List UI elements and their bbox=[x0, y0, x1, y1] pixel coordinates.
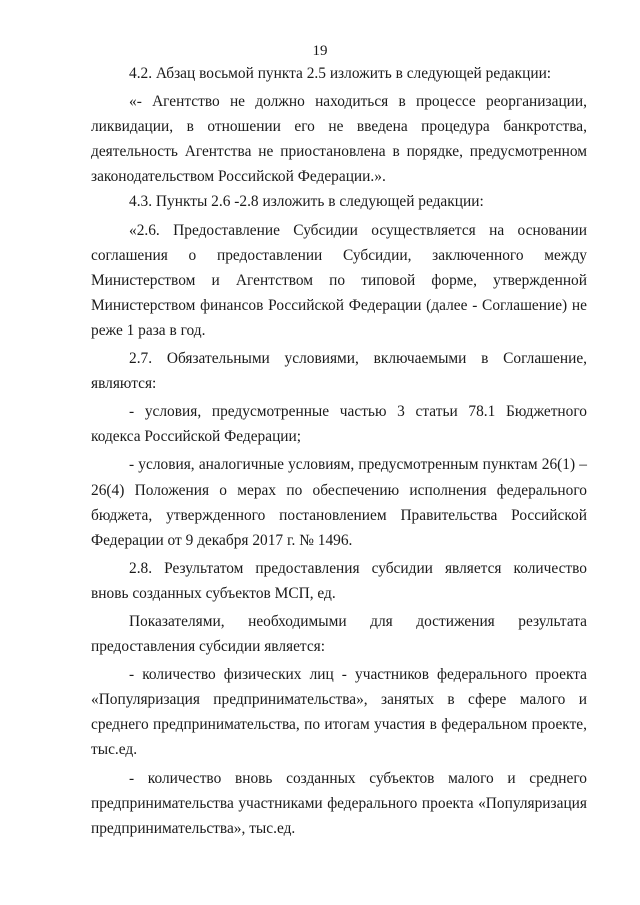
document-body bbox=[91, 61, 587, 841]
list-item-similar-conditions: - условия, аналогичные условиям, предусмотренным пунктам 26(1) – 26(4) Положения о мерах по обеспечению исполнения федерального бюджета, утвержденного постановлением Правительства Российской Федерации от 9 декабря 2017 г. № 1496. bbox=[91, 456, 587, 549]
paragraph-2-7: 2.7. Обязательными условиями, включаемыми в Соглашение, являются: bbox=[91, 350, 587, 393]
list-item-new-entities-count: - количество вновь созданных субъектов малого и среднего предпринимательства участниками федерального проекта «Популяризация предпринимательства», тыс.ед. bbox=[91, 769, 587, 837]
paragraph-2-6: «2.6. Предоставление Субсидии осуществляется на основании соглашения о предоставлении Субсидии, заключенного между Министерством и Агентством по типовой форме, утвержденной Министерством финансов Российской Федерации (далее - Соглашение) не реже 1 раза в год. bbox=[91, 221, 587, 339]
list-item-individuals-count: - количество физических лиц - участников федерального проекта «Популяризация предпринимательства», занятых в сфере малого и среднего предпринимательства, по итогам участия в федеральном проекте, тыс.ед. bbox=[91, 666, 587, 759]
paragraph-indicators: Показателями, необходимыми для достижения результата предоставления субсидии является: bbox=[91, 612, 587, 656]
paragraph-4-2: 4.2. Абзац восьмой пункта 2.5 изложить в следующей редакции: bbox=[129, 65, 552, 82]
paragraph-2-8: 2.8. Результатом предоставления субсидии является количество вновь созданных субъектов МСП, ед. bbox=[91, 559, 587, 602]
page-number: 19 bbox=[312, 43, 328, 59]
paragraph-4-3: 4.3. Пункты 2.6 -2.8 изложить в следующей редакции: bbox=[129, 193, 484, 211]
list-item-budget-code-conditions: - условия, предусмотренные частью 3 статьи 78.1 Бюджетного кодекса Российской Федерации; bbox=[91, 403, 587, 446]
paragraph-agency-requirement: «- Агентство не должно находиться в процессе реорганизации, ликвидации, в отношении его не введена процедура банкротства, деятельность Агентства не приостановлена в порядке, предусмотренном законодательством Российской Федерации.». bbox=[91, 93, 587, 186]
